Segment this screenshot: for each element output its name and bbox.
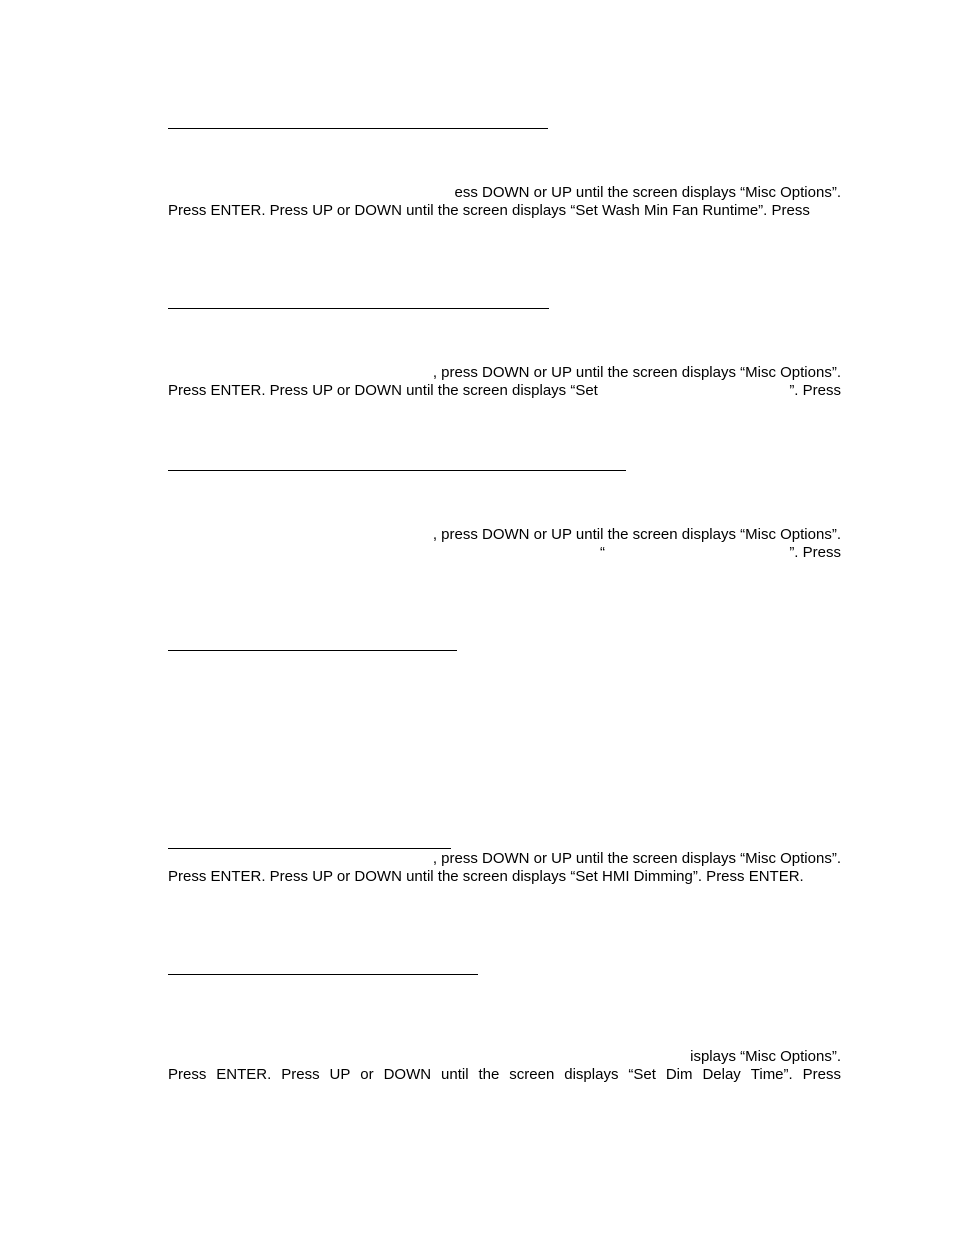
word: Dim [665, 1066, 693, 1083]
body-text-line: Press ENTER. Press UP or DOWN until the screen displays “Set [168, 382, 598, 399]
heading-underline [168, 650, 457, 651]
word: displays [564, 1066, 619, 1083]
word: Delay [702, 1066, 741, 1083]
word: DOWN [383, 1066, 432, 1083]
body-text-line: “ [600, 544, 605, 561]
body-text-line: ”. Press [789, 544, 841, 561]
word: the [478, 1066, 500, 1083]
word: until [441, 1066, 469, 1083]
word: UP [329, 1066, 351, 1083]
word: ENTER. [216, 1066, 272, 1083]
word: Press [802, 1066, 841, 1083]
word: Time”. [750, 1066, 793, 1083]
body-text-line: , press DOWN or UP until the screen displays “Misc Options”. [432, 850, 841, 867]
heading-underline [168, 128, 548, 129]
body-text-line: Press ENTER. Press UP or DOWN until the screen displays “Set Wash Min Fan Runtime”. Press [168, 202, 810, 219]
body-text-line: , press DOWN or UP until the screen displays “Misc Options”. [432, 526, 841, 543]
body-text-line: ”. Press [789, 382, 841, 399]
word: Press [168, 1066, 207, 1083]
word: or [360, 1066, 374, 1083]
body-text-line [168, 1066, 841, 1084]
heading-underline [168, 470, 626, 471]
word: screen [509, 1066, 555, 1083]
body-text-line: ess DOWN or UP until the screen displays “Misc Options”. [454, 184, 841, 201]
heading-underline [168, 974, 478, 975]
heading-underline [168, 848, 451, 849]
body-text-line: isplays “Misc Options”. [690, 1048, 841, 1065]
body-text-line: Press ENTER. Press UP or DOWN until the screen displays “Set HMI Dimming”. Press ENTER. [168, 868, 804, 885]
word: “Set [628, 1066, 656, 1083]
body-text-line: , press DOWN or UP until the screen displays “Misc Options”. [432, 364, 841, 381]
heading-underline [168, 308, 549, 309]
word: Press [281, 1066, 320, 1083]
